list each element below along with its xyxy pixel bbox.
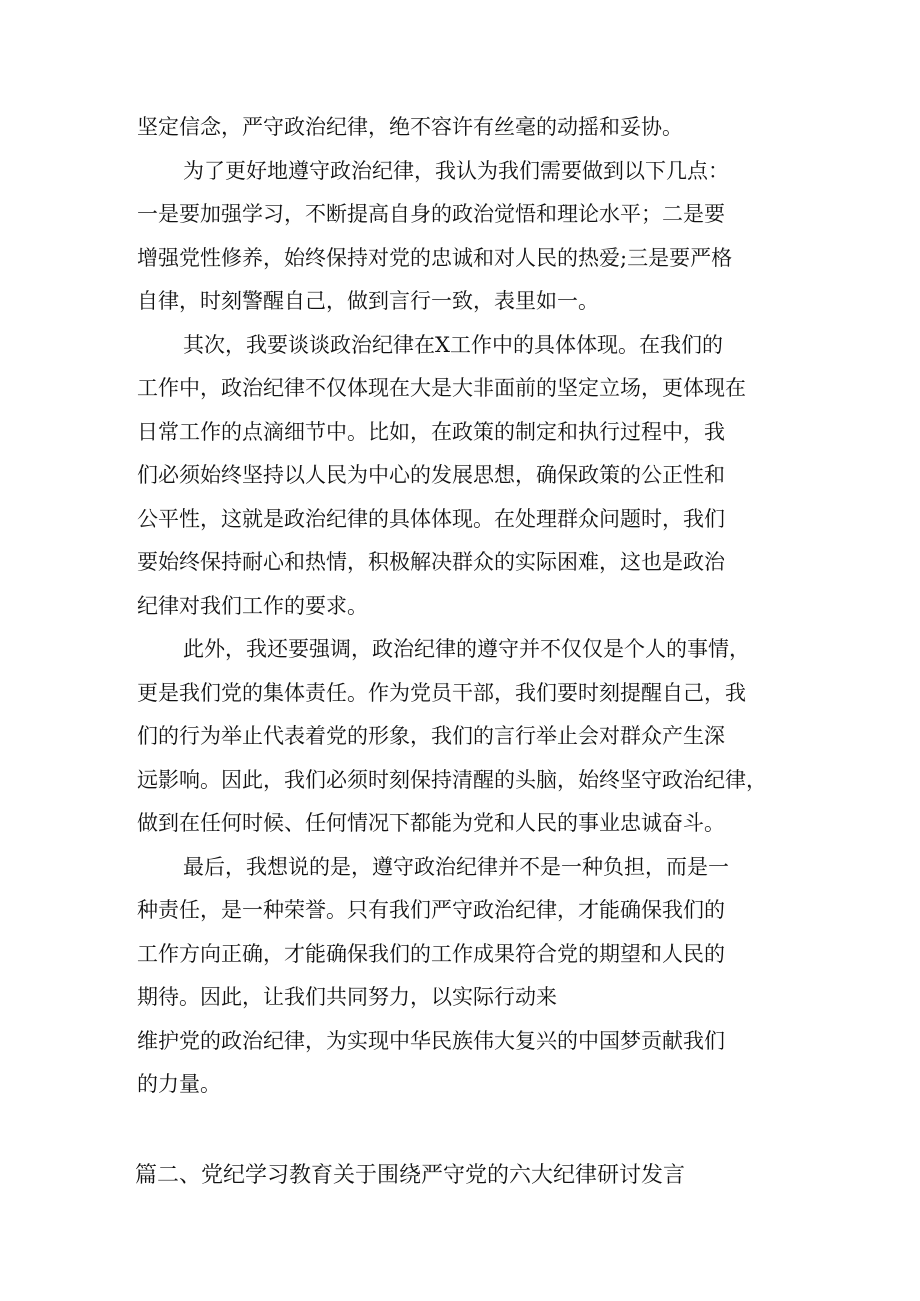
text-line: 要始终保持耐心和热情，积极解决群众的实际困难，这也是政治: [137, 550, 725, 574]
paragraph: [137, 106, 797, 150]
text-line: 一是要加强学习，不断提高自身的政治觉悟和理论水平；二是要: [137, 202, 725, 226]
text-line: 的力量。: [137, 1072, 221, 1096]
text-line: 种责任，是一种荣誉。只有我们严守政治纪律，才能确保我们的: [137, 898, 725, 922]
text-line: 做到在任何时候、任何情况下都能为党和人民的事业忠诚奋斗。: [137, 811, 725, 835]
text-line: 纪律对我们工作的要求。: [137, 593, 368, 618]
text-line: 其次，我要谈谈政治纪律在X工作中的具体体现。在我们的: [183, 332, 723, 357]
text-line: 期待。因此，让我们共同努力，以实际行动来: [137, 985, 557, 1009]
text-line: 工作中，政治纪律不仅体现在大是大非面前的坚定立场，更体现在: [137, 376, 746, 400]
text-line: 维护党的政治纪律，为实现中华民族伟大复兴的中国梦贡献我们: [137, 1028, 725, 1053]
text-line: 日常工作的点滴细节中。比如，在政策的制定和执行过程中，我: [137, 419, 725, 444]
text-line: 坚定信念，严守政治纪律，绝不容许有丝毫的动摇和妥协。: [137, 115, 683, 139]
body-text: [137, 106, 797, 1107]
text-line: 远影响。因此，我们必须时刻保持清醒的头脑，始终坚守政治纪律，: [137, 767, 767, 792]
text-line: 为了更好地遵守政治纪律，我认为我们需要做到以下几点：: [183, 158, 729, 183]
text-line: 更是我们党的集体责任。作为党员干部，我们要时刻提醒自己，我: [137, 680, 746, 705]
section-heading: 篇二、党纪学习教育关于围绕严守党的六大纪律研讨发言: [135, 1163, 686, 1188]
text-line: 自律，时刻警醒自己，做到言行一致，表里如一。: [137, 289, 599, 313]
paragraph: [137, 628, 797, 846]
paragraph: [137, 150, 797, 324]
text-line: 们必须始终坚持以人民为中心的发展思想，确保政策的公正性和: [137, 463, 725, 487]
text-line: 此外，我还要强调，政治纪律的遵守并不仅仅是个人的事情，: [183, 637, 750, 661]
paragraph: [137, 324, 797, 629]
text-line: 们的行为举止代表着党的形象，我们的言行举止会对群众产生深: [137, 724, 725, 748]
paragraph: [137, 846, 797, 1107]
text-line: 最后，我想说的是，遵守政治纪律并不是一种负担，而是一: [183, 854, 729, 879]
text-line: 工作方向正确，才能确保我们的工作成果符合党的期望和人民的: [137, 941, 725, 966]
text-line: 增强党性修养，始终保持对党的忠诚和对人民的热爱;三是要严格: [137, 245, 733, 270]
text-line: 公平性，这就是政治纪律的具体体现。在处理群众问题时，我们: [137, 506, 725, 531]
